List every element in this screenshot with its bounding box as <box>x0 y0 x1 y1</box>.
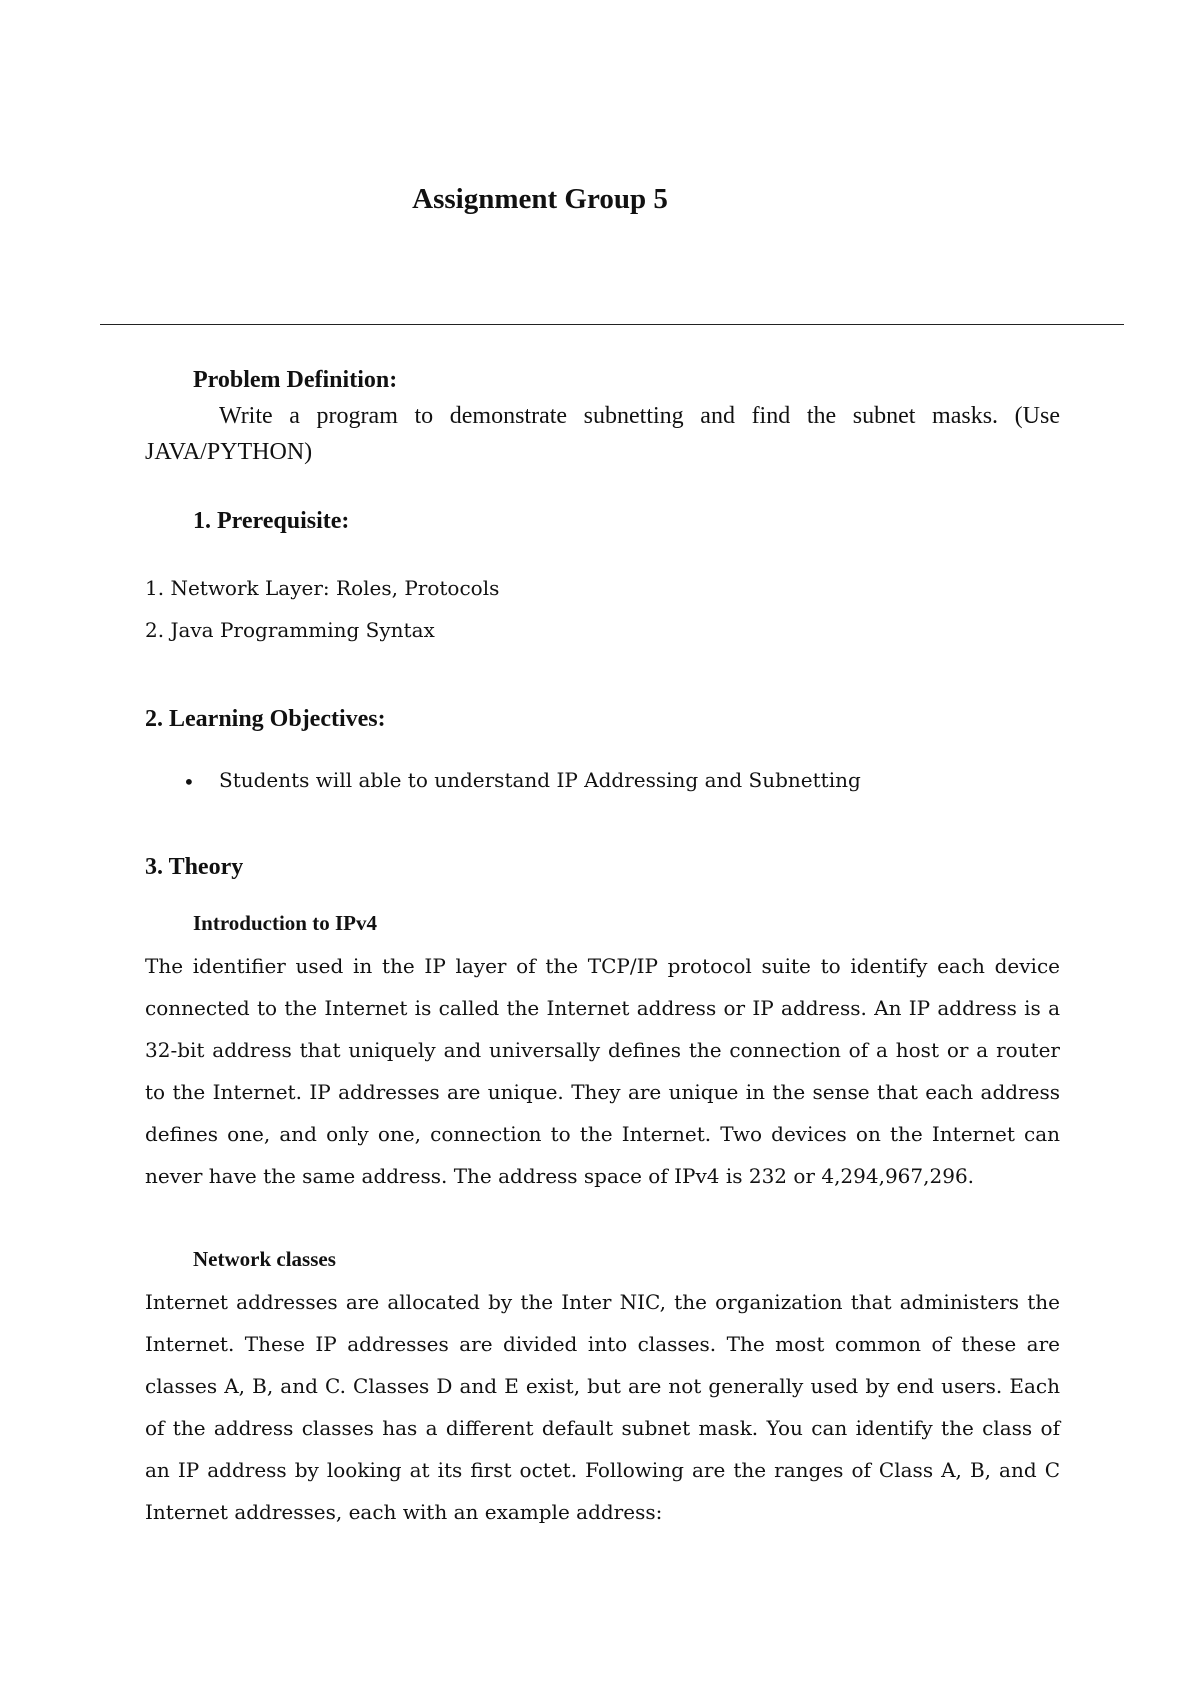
learning-objective-item: Students will able to understand IP Addressing and Subnetting <box>219 768 861 792</box>
prerequisite-heading: 1. Prerequisite: <box>193 508 350 534</box>
prerequisite-item-1: 1. Network Layer: Roles, Protocols <box>145 576 500 600</box>
prerequisite-item-2: 2. Java Programming Syntax <box>145 618 435 642</box>
network-classes-heading: Network classes <box>193 1247 336 1271</box>
intro-ipv4-heading: Introduction to IPv4 <box>193 911 377 935</box>
horizontal-rule <box>100 324 1124 325</box>
page-title: Assignment Group 5 <box>412 183 668 215</box>
network-classes-paragraph: Internet addresses are allocated by the Inter NIC, the organization that administers the Internet. These IP addresses are divided into classes. The most common of these are classes A, B, and C. Classes D and E exist, but are not generally used by end users. Each of the address classes has a different default subnet mask. You can identify the class of an IP address by looking at its first octet. Following are the ranges of Class A, B, and C Internet addresses, each with an example address: <box>145 1290 1060 1524</box>
learning-objectives-heading: 2. Learning Objectives: <box>145 706 386 732</box>
problem-definition-heading: Problem Definition: <box>193 367 398 393</box>
bullet-icon: • <box>183 770 195 794</box>
intro-ipv4-paragraph: The identifier used in the IP layer of the TCP/IP protocol suite to identify each device connected to the Internet is called the Internet address or IP address. An IP address is a 32-bit address that uniquely and universally defines the connection of a host or a router to the Internet. IP addresses are unique. They are unique in the sense that each address defines one, and only one, connection to the Internet. Two devices on the Internet can never have the same address. The address space of IPv4 is 232 or 4,294,967,296. <box>145 954 1060 1188</box>
problem-definition-text: Write a program to demonstrate subnetting and find the subnet masks. (Use JAVA/PYTHON) <box>145 403 1060 465</box>
theory-heading: 3. Theory <box>145 854 244 880</box>
